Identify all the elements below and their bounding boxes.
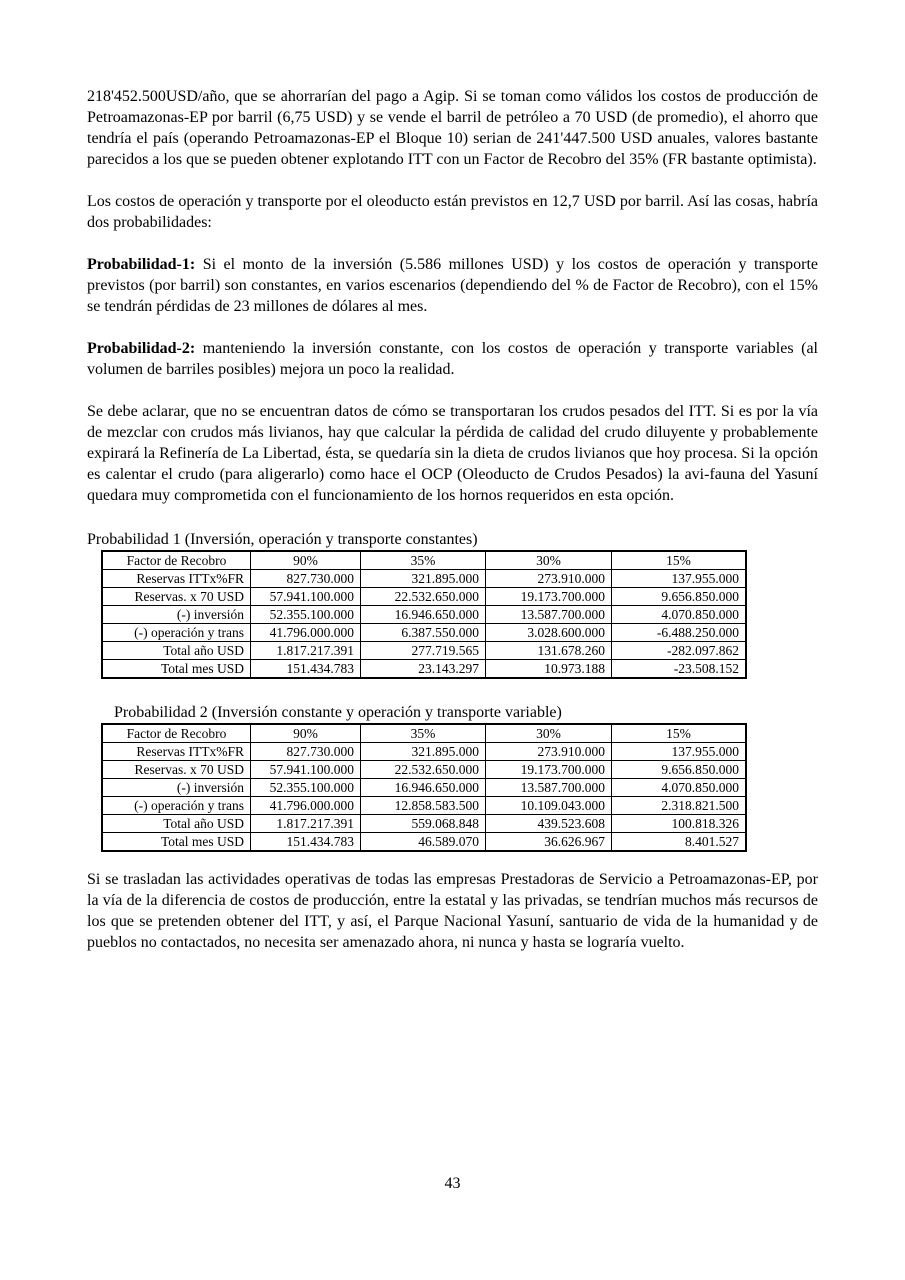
table-cell: 52.355.100.000 (251, 606, 361, 624)
table-cell: 131.678.260 (486, 642, 612, 660)
table-cell: 151.434.783 (251, 833, 361, 852)
table-row (102, 761, 746, 779)
table-1-caption: Probabilidad 1 (Inversión, operación y transporte constantes) (87, 531, 478, 548)
row-label: (-) operación y trans (102, 797, 251, 815)
row-label: Total año USD (102, 642, 251, 660)
table-cell: 57.941.100.000 (251, 761, 361, 779)
table-cell: 439.523.608 (486, 815, 612, 833)
probability-2-label: Probabilidad-2: (87, 340, 196, 357)
row-label: (-) inversión (102, 779, 251, 797)
table-cell: 2.318.821.500 (612, 797, 747, 815)
table-row (102, 743, 746, 761)
table-cell: 1.817.217.391 (251, 815, 361, 833)
header-cell: 35% (361, 551, 486, 570)
table-cell: 12.858.583.500 (361, 797, 486, 815)
paragraph-4 (87, 338, 818, 380)
table-cell: 13.587.700.000 (486, 779, 612, 797)
table-cell: 10.109.043.000 (486, 797, 612, 815)
table-row (102, 815, 746, 833)
table-row (102, 624, 746, 642)
probability-2-text: manteniendo la inversión constante, con los costos de operación y transporte variables (al volumen de barriles posibles) mejora un poco la realidad. (87, 340, 818, 378)
table-row (102, 642, 746, 660)
table-cell: 52.355.100.000 (251, 779, 361, 797)
table-cell: 100.818.326 (612, 815, 747, 833)
table-cell: 3.028.600.000 (486, 624, 612, 642)
row-label: Reservas. x 70 USD (102, 761, 251, 779)
row-label: (-) inversión (102, 606, 251, 624)
table-cell: 36.626.967 (486, 833, 612, 852)
table-2-caption: Probabilidad 2 (Inversión constante y operación y transporte variable) (114, 704, 562, 721)
table-cell: -6.488.250.000 (612, 624, 747, 642)
table-cell: 57.941.100.000 (251, 588, 361, 606)
header-cell: 30% (486, 724, 612, 743)
header-cell: Factor de Recobro (102, 551, 251, 570)
table-cell: 10.973.188 (486, 660, 612, 679)
table-cell: 137.955.000 (612, 743, 747, 761)
table-cell: 13.587.700.000 (486, 606, 612, 624)
table-header-row (102, 724, 746, 743)
table-cell: 4.070.850.000 (612, 606, 747, 624)
table-cell: 22.532.650.000 (361, 761, 486, 779)
table-row (102, 606, 746, 624)
table-cell: 16.946.650.000 (361, 606, 486, 624)
probability-1-text: Si el monto de la inversión (5.586 millones USD) y los costos de operación y transporte previstos (por barril) son constantes, en varios escenarios (dependiendo del % de Factor de Recobro), con el 15% se tendrán pérdidas de 23 millones de dólares al mes. (87, 256, 818, 315)
page-number: 43 (444, 1175, 461, 1192)
table-cell: 9.656.850.000 (612, 761, 747, 779)
header-cell: 15% (612, 724, 747, 743)
table-cell: 277.719.565 (361, 642, 486, 660)
table-cell: 273.910.000 (486, 570, 612, 588)
table-cell: 9.656.850.000 (612, 588, 747, 606)
row-label: (-) operación y trans (102, 624, 251, 642)
row-label: Reservas ITTx%FR (102, 743, 251, 761)
table-cell: 41.796.000.000 (251, 624, 361, 642)
table-cell: 6.387.550.000 (361, 624, 486, 642)
table-cell: 41.796.000.000 (251, 797, 361, 815)
table-cell: 321.895.000 (361, 570, 486, 588)
row-label: Total mes USD (102, 660, 251, 679)
header-cell: Factor de Recobro (102, 724, 251, 743)
row-label: Total año USD (102, 815, 251, 833)
table-row (102, 660, 746, 679)
row-label: Reservas ITTx%FR (102, 570, 251, 588)
table-cell: 151.434.783 (251, 660, 361, 679)
table-cell: -282.097.862 (612, 642, 747, 660)
table-header-row (102, 551, 746, 570)
table-cell: 827.730.000 (251, 743, 361, 761)
paragraph-2: Los costos de operación y transporte por el oleoducto están previstos en 12,7 USD por barril. Así las cosas, habría dos probabilidades: (87, 193, 818, 231)
paragraph-1: 218'452.500USD/año, que se ahorrarían del pago a Agip. Si se toman como válidos los costos de producción de Petroamazonas-EP por barril (6,75 USD) y se vende el barril de petróleo a 70 USD (de promedio), el ahorro que tendría el país (operando Petroamazonas-EP el Bloque 10) serian de 241'447.500 USD anuales, valores bastante parecidos a los que se pueden obtener explotando ITT con un Factor de Recobro del 35% (FR bastante optimista). (87, 88, 818, 168)
table-cell: 8.401.527 (612, 833, 747, 852)
table-cell: 4.070.850.000 (612, 779, 747, 797)
table-cell: 19.173.700.000 (486, 761, 612, 779)
table-row (102, 588, 746, 606)
table-cell: 16.946.650.000 (361, 779, 486, 797)
table-cell: 559.068.848 (361, 815, 486, 833)
table-row (102, 797, 746, 815)
paragraph-5: Se debe aclarar, que no se encuentran datos de cómo se transportaran los crudos pesados del ITT. Si es por la vía de mezclar con crudos más livianos, hay que calcular la pérdida de calidad del crudo diluyente y probablemente expirará la Refinería de La Libertad, ésta, se quedaría sin la dieta de crudos livianos que hoy procesa. Si la opción es calentar el crudo (para aligerarlo) como hace el OCP (Oleoducto de Crudos Pesados) la avi-fauna del Yasuní quedara muy comprometida con el funcionamiento de los hornos requeridos en esta opción. (87, 403, 818, 504)
header-cell: 15% (612, 551, 747, 570)
table-cell: -23.508.152 (612, 660, 747, 679)
table-cell: 321.895.000 (361, 743, 486, 761)
header-cell: 35% (361, 724, 486, 743)
header-cell: 90% (251, 551, 361, 570)
table-cell: 19.173.700.000 (486, 588, 612, 606)
probability-1-label: Probabilidad-1: (87, 256, 196, 273)
paragraph-3 (87, 254, 818, 317)
table-row (102, 779, 746, 797)
table-row (102, 833, 746, 852)
table-2 (101, 723, 747, 852)
paragraph-6: Si se trasladan las actividades operativas de todas las empresas Prestadoras de Servicio a Petroamazonas-EP, por la vía de la diferencia de costos de producción, entre la estatal y las privadas, se tendrían muchos más recursos de los que se pretenden obtener del ITT, y así, el Parque Nacional Yasuní, santuario de vida de la humanidad y de pueblos no contactados, no necesita ser amenazado ahora, ni nunca y hasta se lograría vuelto. (87, 871, 818, 951)
header-cell: 30% (486, 551, 612, 570)
table-cell: 827.730.000 (251, 570, 361, 588)
row-label: Reservas. x 70 USD (102, 588, 251, 606)
table-1 (101, 550, 747, 679)
table-cell: 273.910.000 (486, 743, 612, 761)
table-cell: 46.589.070 (361, 833, 486, 852)
table-cell: 137.955.000 (612, 570, 747, 588)
document-page (87, 86, 818, 974)
table-cell: 23.143.297 (361, 660, 486, 679)
table-row (102, 570, 746, 588)
header-cell: 90% (251, 724, 361, 743)
table-cell: 22.532.650.000 (361, 588, 486, 606)
row-label: Total mes USD (102, 833, 251, 852)
table-cell: 1.817.217.391 (251, 642, 361, 660)
